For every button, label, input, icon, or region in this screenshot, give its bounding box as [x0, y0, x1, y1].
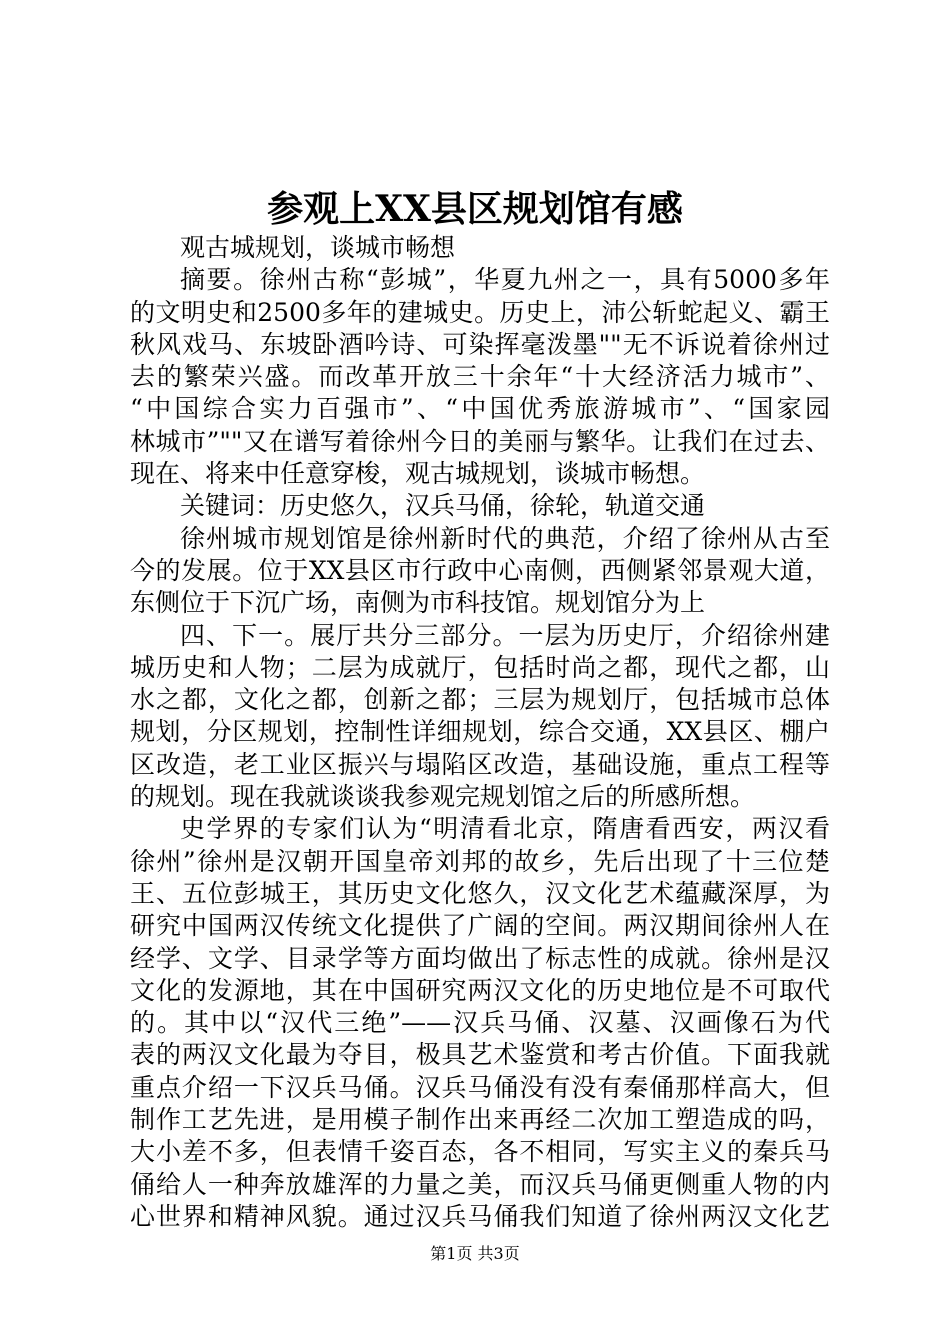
- text-line: “中国综合实力百强市”、“中国优秀旅游城市”、“国家园: [130, 394, 830, 424]
- text-line: 观古城规划，谈城市畅想: [180, 233, 456, 262]
- text-line: 徐州”徐州是汉朝开国皇帝刘邦的故乡，先后出现了十三位楚: [130, 846, 830, 876]
- text-line: 的文明史和2500多年的建城史。历史上，沛公斩蛇起义、霸王: [130, 297, 830, 327]
- text-line: 规划，分区规划，控制性详细规划，综合交通，XX县区、棚户: [130, 717, 830, 747]
- document-title: 参观上XX县区规划馆有感: [267, 188, 683, 230]
- text-line: 的。其中以“汉代三绝”——汉兵马俑、汉墓、汉画像石为代: [130, 1008, 830, 1038]
- text-line: 四、下一。展厅共分三部分。一层为历史厅，介绍徐州建: [180, 620, 830, 650]
- text-line: 摘要。徐州古称“彭城”，华夏九州之一，具有5000多年: [180, 265, 830, 295]
- text-line: 文化的发源地，其在中国研究两汉文化的历史地位是不可取代: [130, 975, 830, 1005]
- text-line: 大小差不多，但表情千姿百态，各不相同，写实主义的秦兵马: [130, 1137, 830, 1167]
- text-line: 王、五位彭城王，其历史文化悠久，汉文化艺术蕴藏深厚，为: [130, 878, 830, 908]
- text-line: 区改造，老工业区振兴与塌陷区改造，基础设施，重点工程等: [130, 749, 830, 779]
- text-line: 心世界和精神风貌。通过汉兵马俑我们知道了徐州两汉文化艺: [130, 1201, 830, 1231]
- text-line: 今的发展。位于XX县区市行政中心南侧，西侧紧邻景观大道，: [130, 555, 830, 585]
- document-body: [130, 232, 830, 1233]
- text-line: 徐州城市规划馆是徐州新时代的典范，介绍了徐州从古至: [180, 523, 830, 553]
- text-line: 东侧位于下沉广场，南侧为市科技馆。规划馆分为上: [130, 588, 706, 618]
- text-line: 秋风戏马、东坡卧酒吟诗、可染挥毫泼墨""无不诉说着徐州过: [130, 329, 830, 359]
- text-line: 现在、将来中任意穿梭，观古城规划，谈城市畅想。: [130, 459, 706, 489]
- text-line: 重点介绍一下汉兵马俑。汉兵马俑没有没有秦俑那样高大，但: [130, 1072, 830, 1102]
- text-line: 城历史和人物；二层为成就厅，包括时尚之都，现代之都，山: [130, 652, 830, 682]
- text-line: 俑给人一种奔放雄浑的力量之美，而汉兵马俑更侧重人物的内: [130, 1169, 830, 1199]
- text-line: 关键词：历史悠久，汉兵马俑，徐轮，轨道交通: [180, 491, 706, 521]
- text-line: 去的繁荣兴盛。而改革开放三十余年“十大经济活力城市”、: [130, 362, 830, 392]
- text-line: 史学界的专家们认为“明清看北京，隋唐看西安，两汉看: [180, 814, 830, 844]
- text-line: 研究中国两汉传统文化提供了广阔的空间。两汉期间徐州人在: [130, 911, 830, 941]
- text-line: 制作工艺先进，是用模子制作出来再经二次加工塑造成的吗，: [130, 1105, 830, 1135]
- text-line: 林城市”""又在谱写着徐州今日的美丽与繁华。让我们在过去、: [130, 426, 830, 456]
- text-line: 水之都，文化之都，创新之都；三层为规划厅，包括城市总体: [130, 685, 830, 715]
- text-line: 的规划。现在我就谈谈我参观完规划馆之后的所感所想。: [130, 782, 756, 812]
- page-number: 第1页 共3页: [430, 1244, 520, 1263]
- text-line: 经学、文学、目录学等方面均做出了标志性的成就。徐州是汉: [130, 943, 830, 973]
- text-line: 表的两汉文化最为夺目，极具艺术鉴赏和考古价值。下面我就: [130, 1040, 830, 1070]
